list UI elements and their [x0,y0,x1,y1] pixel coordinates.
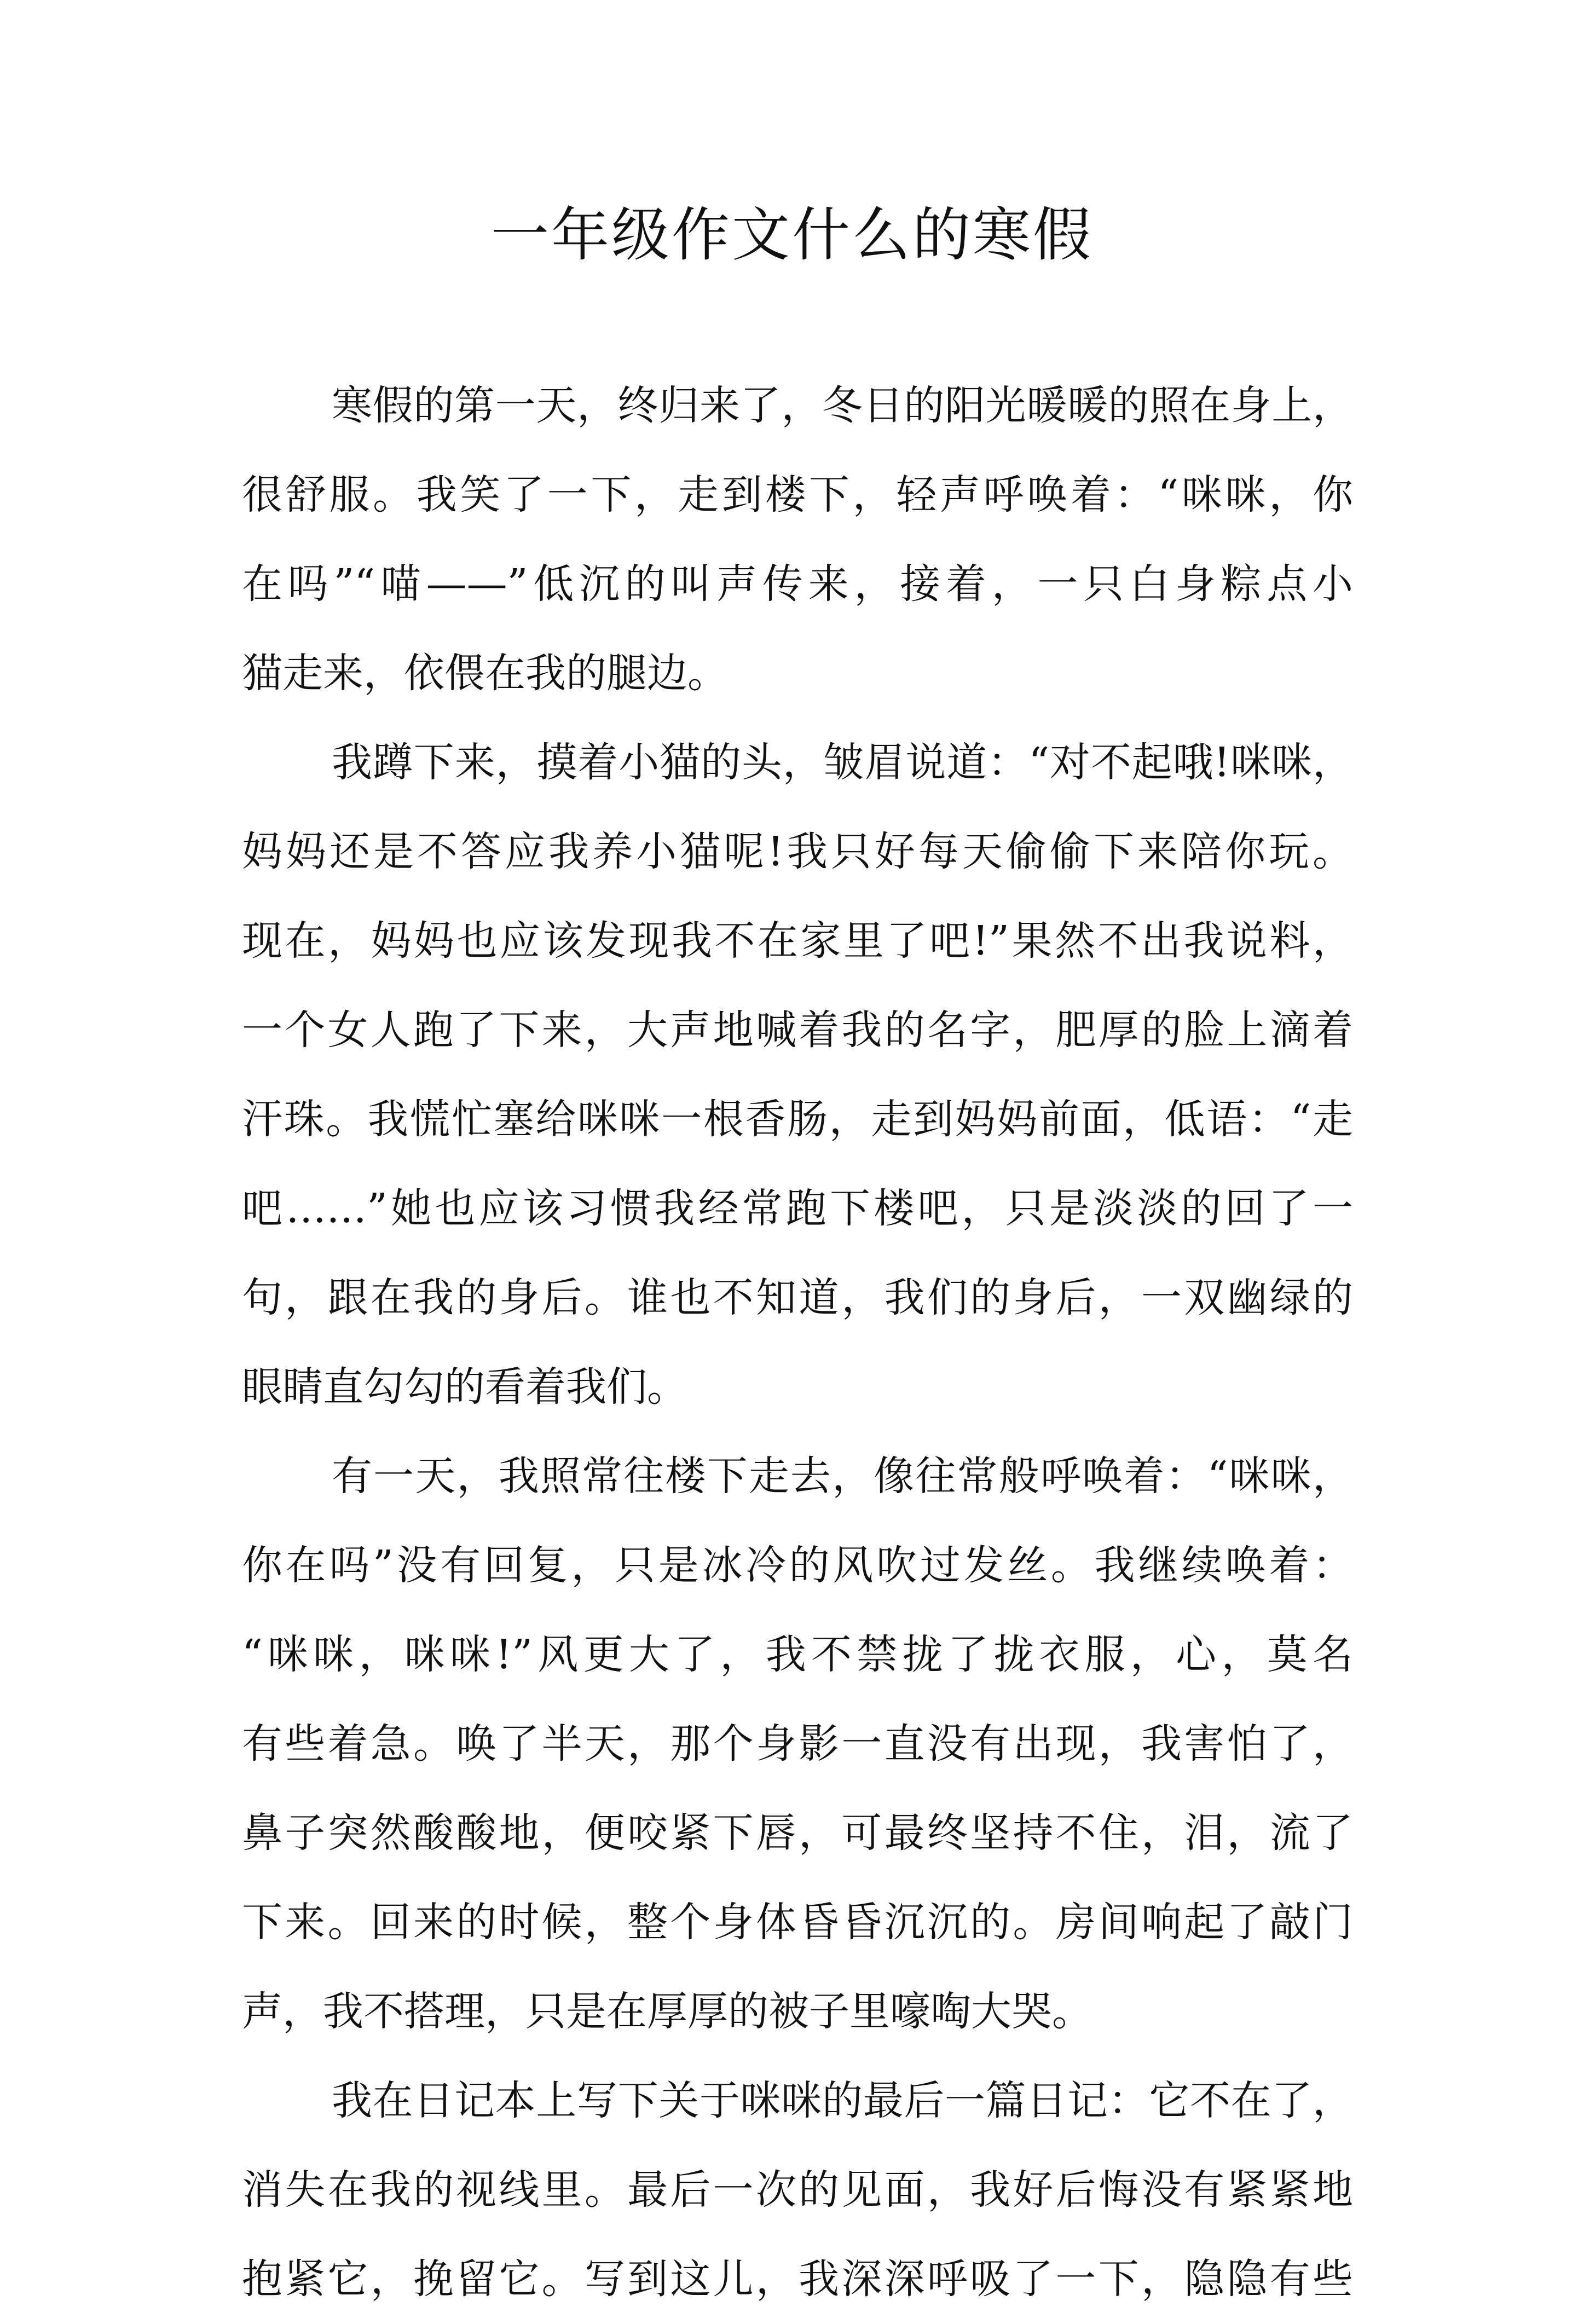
text-line: 很舒服。我笑了一下，走到楼下，轻声呼唤着：“咪咪，你 [242,471,1353,518]
document-body [242,361,1353,2324]
text-line: 妈妈还是不答应我养小猫呢!我只好每天偷偷下来陪你玩。 [242,828,1353,875]
text-line: 有一天，我照常往楼下走去，像往常般呼唤着：“咪咪， [332,1453,1353,1500]
text-line: “咪咪，咪咪!”风更大了，我不禁拢了拢衣服，心，莫名 [242,1631,1353,1678]
text-line: 在吗”“喵——”低沉的叫声传来，接着，一只白身粽点小 [242,560,1353,608]
text-line: 声，我不搭理，只是在厚厚的被子里嚎啕大哭。 [242,1988,1092,2035]
text-line: 你在吗”没有回复，只是冰冷的风吹过发丝。我继续唤着： [242,1542,1353,1589]
text-line: 一个女人跑了下来，大声地喊着我的名字，肥厚的脸上滴着 [242,1007,1353,1054]
text-line: 句，跟在我的身后。谁也不知道，我们的身后，一双幽绿的 [242,1274,1353,1321]
text-line: 有些着急。唤了半天，那个身影一直没有出现，我害怕了， [242,1720,1353,1767]
text-line: 消失在我的视线里。最后一次的见面，我好后悔没有紧紧地 [242,2166,1353,2213]
text-line: 吧……”她也应该习惯我经常跑下楼吧，只是淡淡的回了一 [242,1185,1353,1232]
text-line: 汗珠。我慌忙塞给咪咪一根香肠，走到妈妈前面，低语：“走 [242,1096,1353,1143]
text-line: 我蹲下来，摸着小猫的头，皱眉说道：“对不起哦!咪咪， [332,739,1353,786]
text-line: 我在日记本上写下关于咪咪的最后一篇日记：它不在了， [332,2077,1353,2124]
text-line: 鼻子突然酸酸地，便咬紧下唇，可最终坚持不住，泪，流了 [242,1810,1353,1857]
text-line: 眼睛直勾勾的看着我们。 [242,1363,687,1410]
text-line: 现在，妈妈也应该发现我不在家里了吧!”果然不出我说料， [242,917,1353,964]
text-line: 抱紧它，挽留它。写到这儿，我深深呼吸了一下，隐隐有些 [242,2256,1353,2303]
text-line: 下来。回来的时候，整个身体昏昏沉沉的。房间响起了敲门 [242,1899,1353,1946]
text-line: 寒假的第一天，终归来了，冬日的阳光暖暖的照在身上， [332,382,1353,429]
text-line: 猫走来，依偎在我的腿边。 [242,650,728,697]
document-title: 一年级作文什么的寒假 [491,201,1093,269]
